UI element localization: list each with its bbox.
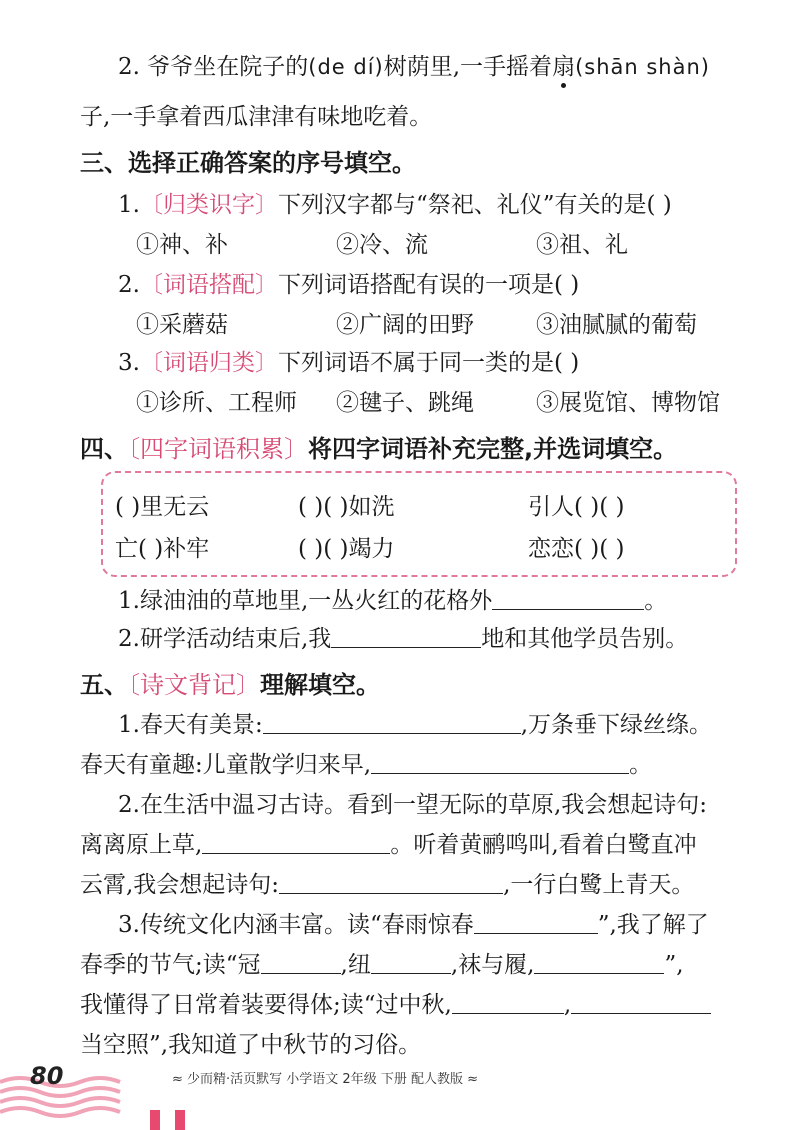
answer-blank[interactable] — [371, 951, 451, 974]
sec3-q2: 2.〔词语搭配〕下列词语搭配有误的一项是( ) — [118, 272, 580, 298]
sec3-q1: 1.〔归类识字〕下列汉字都与“祭祀、礼仪”有关的是( ) — [118, 192, 672, 218]
category-tag: 〔四字词语积累〕 — [128, 435, 308, 463]
category-tag: 〔归类识字〕 — [139, 192, 278, 218]
section-3-title: 三、选择正确答案的序号填空。 — [80, 149, 416, 177]
answer-blank[interactable] — [279, 871, 503, 894]
option-3: ③展览馆、博物馆 — [536, 390, 720, 416]
option-2: ②冷、流 — [336, 232, 428, 258]
idiom-cell: 亡( )补牢 — [115, 536, 210, 562]
option-2: ②毽子、跳绳 — [336, 390, 474, 416]
pinyin-choice-de: (de dí) — [308, 55, 384, 79]
sec3-q3-options — [136, 388, 720, 418]
option-1: ①诊所、工程师 — [136, 390, 297, 416]
footer-bar — [175, 1110, 185, 1130]
option-3: ③油腻腻的葡萄 — [536, 312, 697, 338]
section-5-title: 五、〔诗文背记〕理解填空。 — [80, 671, 380, 699]
answer-blank[interactable] — [571, 991, 711, 1014]
answer-blank[interactable] — [202, 831, 390, 854]
sec5-line8: 我懂得了日常着装要得体;读“过中秋, , — [80, 990, 711, 1020]
answer-blank[interactable] — [371, 751, 629, 774]
q2-line1: 2. 爷爷坐在院子的(de dí)树荫里,一手摇着扇(shān shàn) — [118, 54, 710, 80]
category-tag: 〔词语归类〕 — [139, 350, 278, 376]
sec5-line2: 春天有童趣:儿童散学归来早, 。 — [80, 752, 653, 778]
idiom-cell: ( )( )如洗 — [298, 494, 395, 520]
idiom-cell: 引人( )( ) — [528, 494, 625, 520]
answer-blank[interactable] — [263, 711, 521, 734]
answer-blank[interactable] — [331, 625, 481, 648]
sec5-line3: 2.在生活中温习古诗。看到一望无际的草原,我会想起诗句: — [118, 792, 708, 818]
idiom-cell: ( )( )竭力 — [298, 536, 395, 562]
sec4-q1: 1.绿油油的草地里,一丛火红的花格外 。 — [118, 588, 668, 614]
q2-line2: 子,一手拿着西瓜津津有味地吃着。 — [80, 104, 433, 130]
idiom-cell: ( )里无云 — [115, 494, 210, 520]
category-tag: 〔诗文背记〕 — [128, 671, 260, 699]
footer-text: ≈ 少而精·活页默写 小学语文 2年级 下册 配人教版 ≈ — [172, 1072, 478, 1087]
answer-blank[interactable] — [492, 587, 644, 610]
sec5-line6: 3.传统文化内涵丰富。读“春雨惊春 ”,我了解了 — [118, 912, 709, 938]
option-3: ③祖、礼 — [536, 232, 628, 258]
sec5-line9: 当空照”,我知道了中秋节的习俗。 — [80, 1032, 422, 1058]
section-4-title: 四、〔四字词语积累〕将四字词语补充完整,并选词填空。 — [80, 435, 678, 463]
option-1: ①采蘑菇 — [136, 312, 228, 338]
sec5-line5: 云霄,我会想起诗句: ,一行白鹭上青天。 — [80, 872, 695, 898]
sec3-q2-options — [136, 310, 697, 340]
sec3-q1-options — [136, 230, 628, 260]
sec5-line1: 1.春天有美景: ,万条垂下绿丝绦。 — [118, 712, 713, 738]
page-number: 80 — [30, 1062, 64, 1090]
answer-blank[interactable] — [261, 951, 341, 974]
option-2: ②广阔的田野 — [336, 312, 474, 338]
footer-bar — [150, 1110, 160, 1130]
category-tag: 〔词语搭配〕 — [139, 272, 278, 298]
pinyin-choice-shan: (shān shàn) — [575, 55, 710, 79]
sec4-q2: 2.研学活动结束后,我 地和其他学员告别。 — [118, 626, 689, 652]
sec3-q3: 3.〔词语归类〕下列词语不属于同一类的是( ) — [118, 350, 580, 376]
idiom-cell: 恋恋( )( ) — [528, 536, 625, 562]
option-1: ①神、补 — [136, 232, 228, 258]
sec5-line7: 春季的节气;读“冠 ,纽 ,袜与履, ”, — [80, 952, 684, 978]
answer-blank[interactable] — [474, 911, 598, 934]
sec5-line4: 离离原上草, 。听着黄鹂鸣叫,看着白鹭直冲 — [80, 832, 697, 858]
answer-blank[interactable] — [452, 991, 564, 1014]
answer-blank[interactable] — [534, 951, 664, 974]
